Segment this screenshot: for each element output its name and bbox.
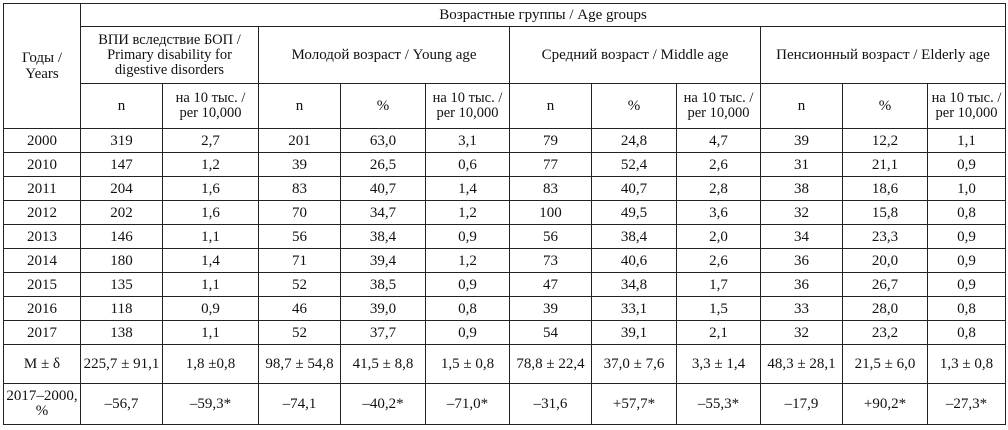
table-cell: 0,6 xyxy=(426,153,510,177)
table-cell: 0,9 xyxy=(426,321,510,345)
row-label: M ± δ xyxy=(4,345,81,384)
table-cell: 1,4 xyxy=(163,249,259,273)
young-header: Молодой возраст / Young age xyxy=(259,27,510,84)
col-pct: % xyxy=(843,84,928,129)
table-cell: 48,3 ± 28,1 xyxy=(761,345,843,384)
table-cell: 98,7 ± 54,8 xyxy=(259,345,341,384)
table-cell: 47 xyxy=(510,273,592,297)
table-cell: 21,1 xyxy=(843,153,928,177)
table-cell: 1,2 xyxy=(426,201,510,225)
table-cell: 12,2 xyxy=(843,129,928,153)
table-cell: 204 xyxy=(81,177,163,201)
table-cell: 2,0 xyxy=(677,225,761,249)
table-cell: 39,4 xyxy=(341,249,426,273)
table-cell: 3,1 xyxy=(426,129,510,153)
table-cell: 46 xyxy=(259,297,341,321)
table-cell: 39,0 xyxy=(341,297,426,321)
col-per10k: на 10 тыс. / per 10,000 xyxy=(163,84,259,129)
table-cell: –31,6 xyxy=(510,384,592,425)
table-cell: 0,9 xyxy=(928,249,1006,273)
table-cell: 0,9 xyxy=(426,273,510,297)
table-cell: 39 xyxy=(259,153,341,177)
table-cell: 1,4 xyxy=(426,177,510,201)
table-cell: 41,5 ± 8,8 xyxy=(341,345,426,384)
table-cell: 18,6 xyxy=(843,177,928,201)
table-cell: 56 xyxy=(510,225,592,249)
table-cell: –17,9 xyxy=(761,384,843,425)
table-cell: 1,6 xyxy=(163,177,259,201)
row-label: 2014 xyxy=(4,249,81,273)
table-cell: +90,2* xyxy=(843,384,928,425)
difference-row xyxy=(4,384,1006,425)
table-cell: 138 xyxy=(81,321,163,345)
table-cell: –55,3* xyxy=(677,384,761,425)
col-n: n xyxy=(259,84,341,129)
table-cell: 38 xyxy=(761,177,843,201)
table-cell: 319 xyxy=(81,129,163,153)
table-cell: 70 xyxy=(259,201,341,225)
table-cell: 147 xyxy=(81,153,163,177)
table-cell: 0,9 xyxy=(928,153,1006,177)
table-cell: 1,3 ± 0,8 xyxy=(928,345,1006,384)
table-cell: 26,7 xyxy=(843,273,928,297)
table-cell: 3,6 xyxy=(677,201,761,225)
table-cell: 118 xyxy=(81,297,163,321)
row-label: 2010 xyxy=(4,153,81,177)
elderly-header: Пенсионный возраст / Elderly age xyxy=(761,27,1006,84)
table-cell: 73 xyxy=(510,249,592,273)
row-label: 2017–2000, % xyxy=(4,384,81,425)
table-cell: 0,9 xyxy=(928,225,1006,249)
table-cell: 32 xyxy=(761,201,843,225)
table-cell: 56 xyxy=(259,225,341,249)
row-label: 2016 xyxy=(4,297,81,321)
table-cell: –56,7 xyxy=(81,384,163,425)
table-row xyxy=(4,177,1006,201)
table-cell: 100 xyxy=(510,201,592,225)
table-cell: 1,2 xyxy=(426,249,510,273)
table-cell: 78,8 ± 22,4 xyxy=(510,345,592,384)
table-cell: –27,3* xyxy=(928,384,1006,425)
table-cell: 37,7 xyxy=(341,321,426,345)
table-cell: 40,6 xyxy=(592,249,677,273)
table-cell: 34,7 xyxy=(341,201,426,225)
middle-header: Средний возраст / Middle age xyxy=(510,27,761,84)
table-cell: 31 xyxy=(761,153,843,177)
table-cell: 38,5 xyxy=(341,273,426,297)
table-cell: 2,6 xyxy=(677,249,761,273)
table-cell: 49,5 xyxy=(592,201,677,225)
table-cell: 202 xyxy=(81,201,163,225)
table-row xyxy=(4,129,1006,153)
table-cell: –40,2* xyxy=(341,384,426,425)
row-label: 2013 xyxy=(4,225,81,249)
table-cell: 79 xyxy=(510,129,592,153)
row-label: 2015 xyxy=(4,273,81,297)
table-cell: 1,7 xyxy=(677,273,761,297)
table-row xyxy=(4,297,1006,321)
table-row xyxy=(4,321,1006,345)
table-cell: 39 xyxy=(510,297,592,321)
col-n: n xyxy=(81,84,163,129)
table-cell: 34,8 xyxy=(592,273,677,297)
col-n: n xyxy=(510,84,592,129)
table-cell: 83 xyxy=(259,177,341,201)
table-cell: 2,1 xyxy=(677,321,761,345)
table-cell: 36 xyxy=(761,273,843,297)
table-cell: 146 xyxy=(81,225,163,249)
table-cell: 2,8 xyxy=(677,177,761,201)
table-cell: 39,1 xyxy=(592,321,677,345)
table-cell: 1,8 ±0,8 xyxy=(163,345,259,384)
table-row xyxy=(4,225,1006,249)
col-per10k: на 10 тыс. / per 10,000 xyxy=(677,84,761,129)
disability-table xyxy=(3,3,1006,425)
table-row xyxy=(4,249,1006,273)
table-cell: 0,8 xyxy=(928,321,1006,345)
table-cell: 28,0 xyxy=(843,297,928,321)
table-cell: 0,9 xyxy=(163,297,259,321)
col-pct: % xyxy=(592,84,677,129)
table-cell: 52,4 xyxy=(592,153,677,177)
table-cell: 54 xyxy=(510,321,592,345)
col-n: n xyxy=(761,84,843,129)
table-cell: 63,0 xyxy=(341,129,426,153)
table-cell: 225,7 ± 91,1 xyxy=(81,345,163,384)
table-cell: 20,0 xyxy=(843,249,928,273)
table-cell: 0,9 xyxy=(928,273,1006,297)
table-cell: 33,1 xyxy=(592,297,677,321)
table-cell: –74,1 xyxy=(259,384,341,425)
table-cell: 52 xyxy=(259,273,341,297)
col-pct: % xyxy=(341,84,426,129)
table-cell: 0,8 xyxy=(928,297,1006,321)
table-cell: 1,5 xyxy=(677,297,761,321)
table-cell: 1,5 ± 0,8 xyxy=(426,345,510,384)
years-header: Годы / Years xyxy=(4,4,81,129)
table-cell: 1,1 xyxy=(163,273,259,297)
table-cell: 0,8 xyxy=(426,297,510,321)
col-per10k: на 10 тыс. / per 10,000 xyxy=(426,84,510,129)
table-cell: 23,2 xyxy=(843,321,928,345)
table-cell: 36 xyxy=(761,249,843,273)
table-cell: 1,2 xyxy=(163,153,259,177)
age-groups-header: Возрастные группы / Age groups xyxy=(81,4,1006,27)
table-row xyxy=(4,201,1006,225)
table-cell: 52 xyxy=(259,321,341,345)
table-cell: 33 xyxy=(761,297,843,321)
table-cell: 83 xyxy=(510,177,592,201)
table-cell: 1,0 xyxy=(928,177,1006,201)
vpi-header: ВПИ вследствие БОП / Primary disability for digestive disorders xyxy=(81,27,259,84)
table-cell: 38,4 xyxy=(592,225,677,249)
table-cell: 38,4 xyxy=(341,225,426,249)
table-cell: 39 xyxy=(761,129,843,153)
table-cell: 24,8 xyxy=(592,129,677,153)
table-cell: 15,8 xyxy=(843,201,928,225)
table-cell: 34 xyxy=(761,225,843,249)
table-cell: 37,0 ± 7,6 xyxy=(592,345,677,384)
table-cell: 40,7 xyxy=(341,177,426,201)
table-cell: 201 xyxy=(259,129,341,153)
table-cell: 4,7 xyxy=(677,129,761,153)
row-label: 2012 xyxy=(4,201,81,225)
col-per10k: на 10 тыс. / per 10,000 xyxy=(928,84,1006,129)
table-cell: 135 xyxy=(81,273,163,297)
table-cell: 2,6 xyxy=(677,153,761,177)
table-cell: 180 xyxy=(81,249,163,273)
table-cell: –71,0* xyxy=(426,384,510,425)
table-cell: 0,9 xyxy=(426,225,510,249)
table-cell: +57,7* xyxy=(592,384,677,425)
table-row xyxy=(4,273,1006,297)
table-cell: 1,6 xyxy=(163,201,259,225)
mean-row xyxy=(4,345,1006,384)
row-label: 2000 xyxy=(4,129,81,153)
table-cell: 21,5 ± 6,0 xyxy=(843,345,928,384)
table-row xyxy=(4,153,1006,177)
table-cell: 2,7 xyxy=(163,129,259,153)
table-cell: 1,1 xyxy=(163,225,259,249)
table-cell: 32 xyxy=(761,321,843,345)
table-cell: 0,8 xyxy=(928,201,1006,225)
table-cell: 3,3 ± 1,4 xyxy=(677,345,761,384)
table-cell: 26,5 xyxy=(341,153,426,177)
table-cell: 23,3 xyxy=(843,225,928,249)
table-cell: 71 xyxy=(259,249,341,273)
table-cell: 40,7 xyxy=(592,177,677,201)
table-cell: 1,1 xyxy=(163,321,259,345)
table-cell: –59,3* xyxy=(163,384,259,425)
table-cell: 77 xyxy=(510,153,592,177)
row-label: 2017 xyxy=(4,321,81,345)
table-cell: 1,1 xyxy=(928,129,1006,153)
row-label: 2011 xyxy=(4,177,81,201)
